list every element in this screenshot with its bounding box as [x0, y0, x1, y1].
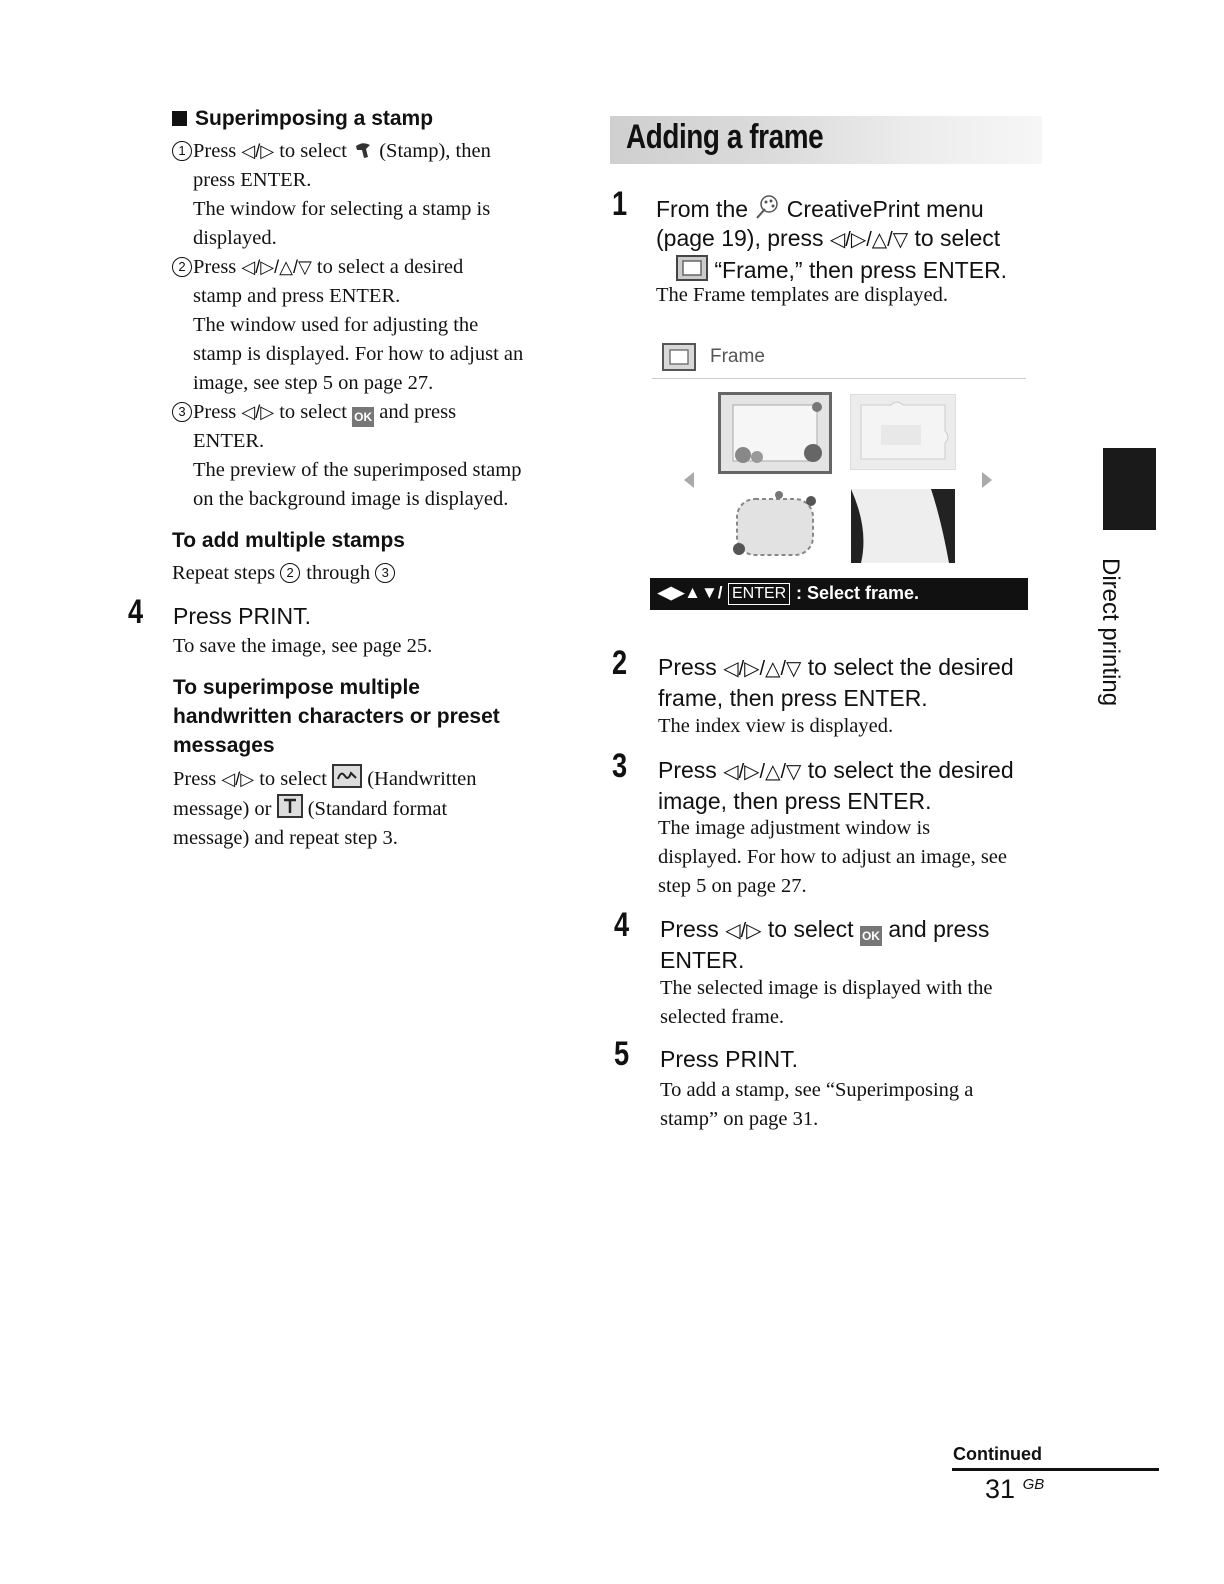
standard-message-icon	[277, 794, 303, 818]
step-number-4-left: 4	[128, 593, 144, 631]
frame-step-4-note: The selected image is displayed with the selected frame.	[660, 977, 993, 1028]
flower-frame-icon	[721, 395, 829, 471]
frame-step-5: Press PRINT.	[660, 1046, 799, 1072]
section-title-stamp: Superimposing a stamp	[172, 104, 433, 133]
chapter-tab	[1103, 448, 1156, 530]
frame-thumbnail-1[interactable]	[718, 392, 832, 474]
frame-thumbnail-3[interactable]	[722, 488, 828, 564]
frame-thumbnail-grid	[650, 390, 1030, 570]
frame-thumbnail-4[interactable]	[850, 488, 956, 564]
frame-icon	[676, 255, 708, 281]
multi-stamps-title: To add multiple stamps	[172, 529, 405, 552]
frame-thumbnail-2[interactable]	[850, 394, 956, 470]
enter-key-icon: ENTER	[728, 583, 790, 605]
multi-messages-title: To superimpose multiple handwritten characters or preset messages	[173, 676, 500, 757]
step-number-1: 1	[612, 185, 628, 223]
creativeprint-icon	[754, 194, 780, 220]
circled-number: 3	[172, 402, 192, 422]
frame-step-2-note: The index view is displayed.	[658, 715, 894, 737]
step-4-left-text: Press PRINT.	[173, 603, 312, 629]
square-bullet-icon	[172, 111, 187, 126]
stamp-icon	[352, 140, 374, 160]
handwritten-message-icon	[332, 764, 362, 788]
frame-screen-header	[652, 334, 1026, 379]
circled-number: 1	[172, 141, 192, 161]
circled-number: 2	[280, 563, 300, 583]
arrows-icon: ◀▶▲▼/	[658, 583, 723, 602]
step-number-4: 4	[614, 906, 630, 944]
frame-icon	[662, 343, 696, 371]
frame-step-5-note: To add a stamp, see “Superimposing a stamp” on page 31.	[660, 1079, 974, 1130]
ok-icon: OK	[352, 407, 374, 427]
left-arrow-icon[interactable]	[682, 470, 696, 490]
ok-icon: OK	[860, 926, 882, 946]
page-suffix: GB	[1022, 1476, 1045, 1493]
stamp-step-3: 3 Press ◁/▷ to select OK and press ENTER. The preview of the superimposed stamp on the background image is displayed.	[172, 398, 521, 514]
lace-frame-icon	[723, 489, 827, 563]
circled-number: 2	[172, 257, 192, 277]
frame-screen-title: Frame	[710, 346, 765, 367]
stamp-step-1: 1 Press ◁/▷ to select (Stamp), then press ENTER. The window for selecting a stamp is displayed.	[172, 137, 491, 253]
multi-stamps-text: Repeat steps 2 through 3	[172, 559, 396, 588]
frame-step-4: Press ◁/▷ to select OK and press ENTER.	[660, 916, 990, 973]
curve-frame-icon	[851, 489, 955, 563]
footer-rule	[952, 1468, 1159, 1471]
frame-step-1-note: The Frame templates are displayed.	[656, 284, 949, 306]
continued-label: Continued	[953, 1444, 1042, 1464]
multi-messages-text: Press ◁/▷ to select (Handwritten message) or (Standard format message) and repeat step 3.	[173, 764, 477, 853]
right-arrow-icon[interactable]	[980, 470, 994, 490]
step-number-3: 3	[612, 747, 628, 785]
step-number-2: 2	[612, 644, 628, 682]
frame-step-1: From the CreativePrint menu (page 19), press ◁/▷/△/▽ to select “Frame,” then press ENTER.	[656, 196, 1008, 283]
stamp-step-2: 2 Press ◁/▷/△/▽ to select a desired stamp and press ENTER. The window used for adjusting the stamp is displayed. For how to adjust an image, see step 5 on page 27.	[172, 253, 523, 398]
page-number: 31 $^{GB}$	[985, 1474, 1045, 1504]
frame-step-3-note: The image adjustment window is displayed. For how to adjust an image, see step 5 on page 27.	[658, 817, 1008, 897]
frame-step-3: Press ◁/▷/△/▽ to select the desired image, then press ENTER.	[658, 757, 1014, 814]
frame-step-2: Press ◁/▷/△/▽ to select the desired frame, then press ENTER.	[658, 654, 1014, 711]
section-title-frame: Adding a frame	[626, 118, 824, 156]
puzzle-frame-icon	[851, 395, 955, 469]
step-number-5: 5	[614, 1035, 630, 1073]
chapter-label: Direct printing	[1097, 558, 1124, 707]
select-frame-bar	[650, 578, 1028, 610]
step-4-left-note: To save the image, see page 25.	[173, 635, 433, 657]
select-frame-label: : Select frame.	[796, 583, 920, 603]
circled-number: 3	[375, 563, 395, 583]
